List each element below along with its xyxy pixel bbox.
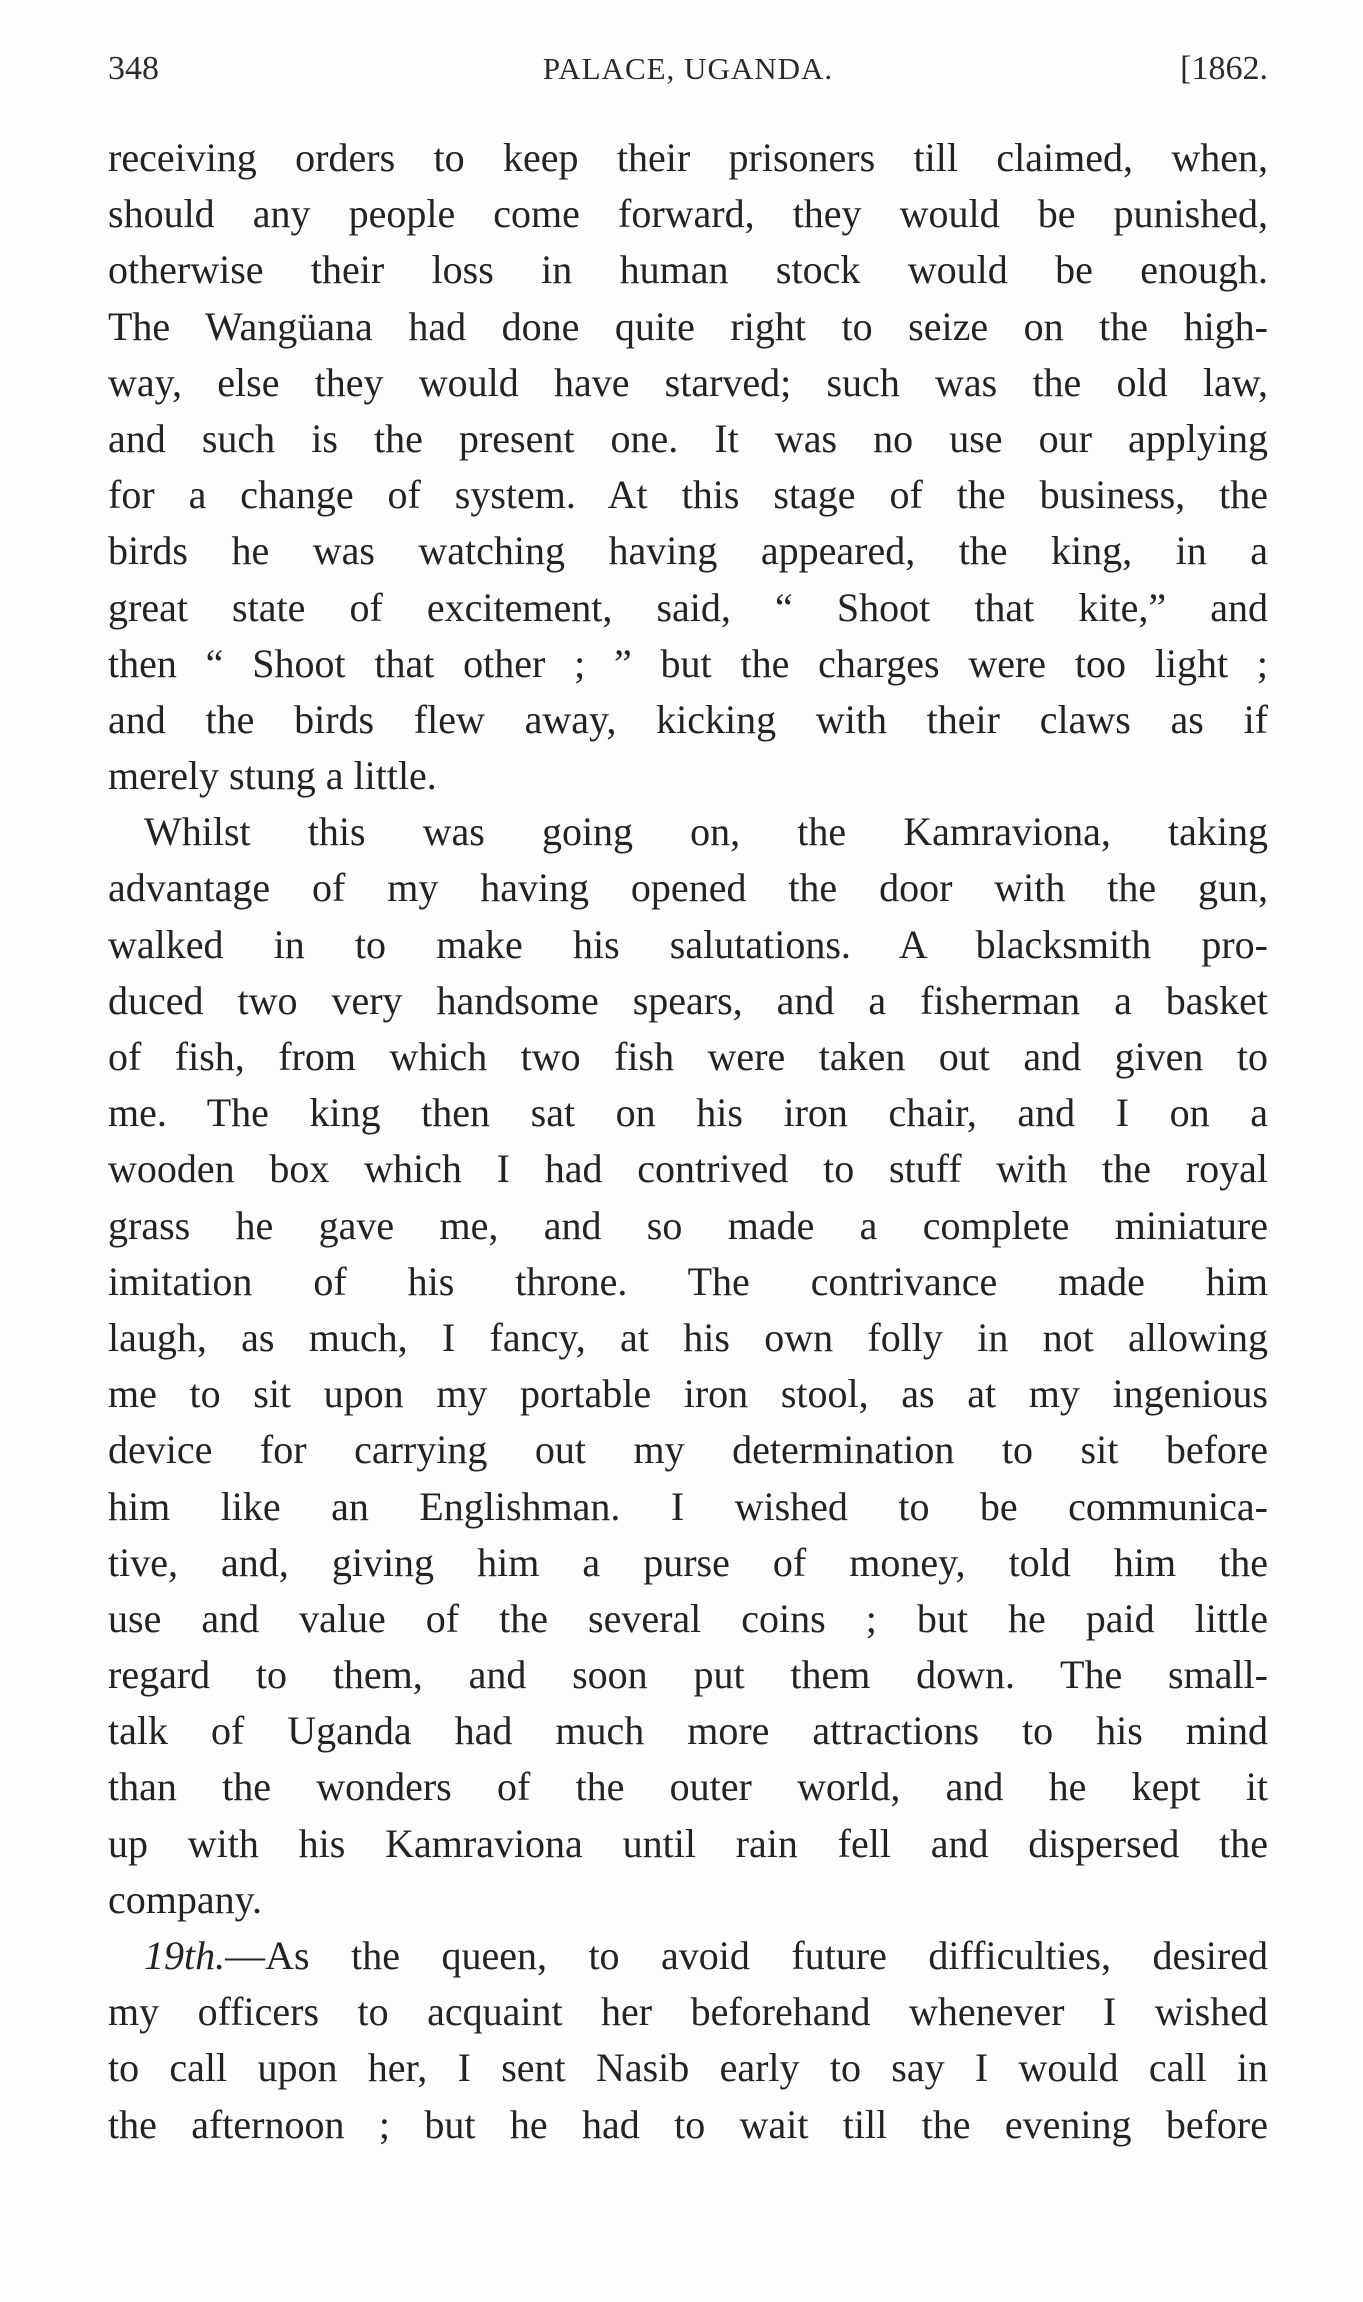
text-line: me. The king then sat on his iron chair, and I on a	[108, 1090, 1268, 1136]
page-number: 348	[108, 50, 159, 87]
text-line: great state of excitement, said, “ Shoot that kite,” and	[108, 584, 1268, 630]
text-line: regard to them, and soon put them down. The small-	[108, 1652, 1268, 1698]
body-text	[108, 130, 1268, 2153]
text-line-content: —As the queen, to avoid future difficulties, desired	[225, 1933, 1268, 1978]
date-label: 19th.	[144, 1933, 226, 1978]
text-line: way, else they would have starved; such was the old law,	[108, 359, 1268, 405]
text-line: receiving orders to keep their prisoners till claimed, when,	[108, 135, 1268, 180]
text-line: and such is the present one. It was no use our applying	[108, 415, 1268, 461]
text-line: the afternoon ; but he had to wait till the evening before	[108, 2101, 1268, 2147]
text-line: device for carrying out my determination to sit before	[108, 1427, 1268, 1473]
text-line: Whilst this was going on, the Kamraviona, taking	[144, 809, 1268, 855]
text-line: otherwise their loss in human stock would be enough.	[108, 247, 1268, 293]
text-line: of fish, from which two fish were taken out and given to	[108, 1034, 1268, 1079]
text-line: walked in to make his salutations. A blacksmith pro-	[108, 921, 1268, 967]
text-line: grass he gave me, and so made a complete miniature	[108, 1202, 1268, 1248]
running-title: PALACE, UGANDA.	[542, 51, 834, 86]
text-line: imitation of his throne. The contrivance made him	[108, 1258, 1268, 1304]
running-header	[108, 44, 1268, 94]
paragraph-1	[108, 130, 1268, 804]
text-line: The Wangüana had done quite right to seize on the high-	[108, 303, 1268, 349]
text-line: duced two very handsome spears, and a fisherman a basket	[108, 977, 1268, 1023]
paragraph-2	[108, 804, 1268, 1928]
text-line: laugh, as much, I fancy, at his own folly in not allowing	[108, 1314, 1268, 1360]
text-line: company.	[108, 1876, 263, 1922]
paragraph-3	[108, 1928, 1268, 2153]
text-line: use and value of the several coins ; but he paid little	[108, 1595, 1268, 1641]
text-line: wooden box which I had contrived to stuff with the royal	[108, 1146, 1268, 1192]
text-line: tive, and, giving him a purse of money, told him the	[108, 1539, 1268, 1585]
year-marker: [1862.	[1180, 50, 1268, 87]
text-line	[108, 1928, 1268, 1984]
text-line: than the wonders of the outer world, and he kept it	[108, 1764, 1268, 1810]
text-line: up with his Kamraviona until rain fell and dispersed the	[108, 1820, 1268, 1866]
text-line: talk of Uganda had much more attractions to his mind	[108, 1708, 1268, 1754]
text-line: then “ Shoot that other ; ” but the charges were too light ;	[108, 640, 1268, 686]
text-line: advantage of my having opened the door with the gun,	[108, 865, 1268, 911]
text-line: for a change of system. At this stage of the business, the	[108, 472, 1268, 518]
text-line: me to sit upon my portable iron stool, as at my ingenious	[108, 1371, 1268, 1417]
text-line: birds he was watching having appeared, the king, in a	[108, 528, 1268, 574]
text-line: to call upon her, I sent Nasib early to say I would call in	[108, 2045, 1268, 2091]
text-line: and the birds flew away, kicking with their claws as if	[108, 696, 1268, 742]
text-line: merely stung a little.	[108, 753, 437, 799]
text-line: him like an Englishman. I wished to be communica-	[108, 1483, 1268, 1529]
text-line: my officers to acquaint her beforehand whenever I wished	[108, 1989, 1268, 2035]
text-line: should any people come forward, they would be punished,	[108, 191, 1268, 237]
